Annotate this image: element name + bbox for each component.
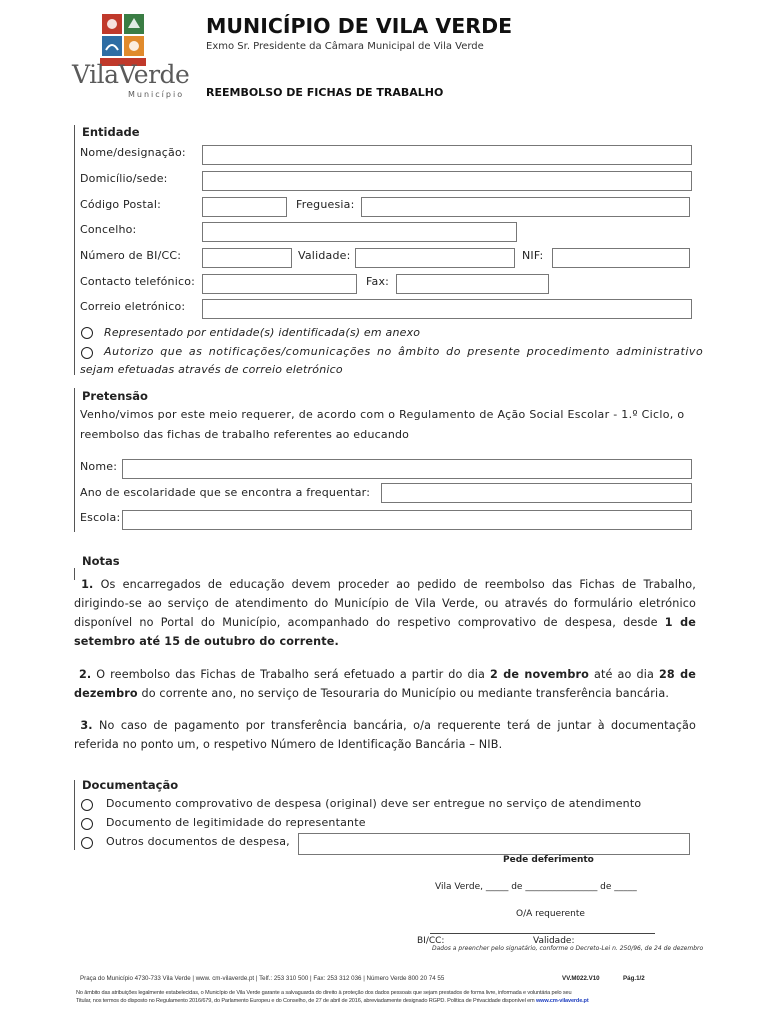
pretensao-text-line1: Venho/vimos por este meio requerer, de acordo com o Regulamento de Ação Social Escolar - 1.º Ciclo, o [80,408,685,421]
pretensao-rule [74,388,75,532]
escola-input[interactable] [122,510,692,530]
bi-input[interactable] [202,248,292,268]
nota-2 [74,665,696,703]
nota-1-text: Os encarregados de educação devem proceder ao pedido de reembolso das Fichas de Trabalho, dirigindo-se ao serviço de atendimento do Município de Vila Verde, ou através do formulário eletrónico disponível no Portal do Município, acompanhado do respetivo comprovativo de despesa, desde [74,578,696,629]
escola-label: Escola: [80,511,121,524]
nota-2-text-b: até ao dia [589,668,659,681]
footer-page-number: Pág.1/2 [623,975,645,982]
section-notas-heading: Notas [82,554,120,568]
addressee: Exmo Sr. Presidente da Câmara Municipal de Vila Verde [206,41,484,52]
footer-privacy-line2 [76,998,589,1004]
domicilio-input[interactable] [202,171,692,191]
nota-3-text: No caso de pagamento por transferência bancária, o/a requerente terá de juntar à documentação referida no ponto um, o respetivo Número de Identificação Bancária – NIB. [74,719,696,751]
ano-escolaridade-label: Ano de escolaridade que se encontra a frequentar: [80,486,371,499]
nota-1 [74,575,696,651]
section-pretensao-heading: Pretensão [82,389,148,403]
educando-nome-input[interactable] [122,459,692,479]
nota-2-text-c: do corrente ano, no serviço de Tesouraria do Município ou mediante transferência bancária. [137,687,670,700]
documentacao-rule [74,780,75,850]
nif-input[interactable] [552,248,690,268]
email-input[interactable] [202,299,692,319]
telefone-input[interactable] [202,274,357,294]
representado-radio[interactable] [81,327,93,339]
telefone-label: Contacto telefónico: [80,275,196,288]
page-title: MUNICÍPIO DE VILA VERDE [206,14,513,38]
section-documentacao-heading: Documentação [82,778,179,792]
pretensao-text-line2: reembolso das fichas de trabalho referentes ao educando [80,428,410,441]
pede-deferimento: Pede deferimento [503,855,594,865]
nota-3 [74,716,696,754]
signatory-note: Dados a preencher pelo signatário, conforme o Decreto-Lei n. 250/96, de 24 de dezembro [432,945,704,952]
nota-1-number: 1. [81,578,94,591]
form-title: REEMBOLSO DE FICHAS DE TRABALHO [206,86,444,99]
doc-outros-label: Outros documentos de despesa, [106,835,290,848]
privacy-link[interactable]: www.cm-vilaverde.pt [535,998,589,1004]
footer-form-code: VV.M022.V10 [562,975,600,982]
doc-comprovativo-radio[interactable] [81,799,93,811]
validade-label: Validade: [298,249,351,262]
nota-2-number: 2. [78,668,92,681]
nome-label: Nome/designação: [80,146,186,159]
logo [72,12,188,98]
signature-line[interactable] [430,933,655,934]
autorizo-label-line1: Autorizo que as notificações/comunicações no âmbito do presente procedimento administrativo [104,345,704,358]
codigo-postal-input[interactable] [202,197,287,217]
codigo-postal-label: Código Postal: [80,198,161,211]
nota-2-text-a: O reembolso das Fichas de Trabalho será efetuado a partir do dia [91,668,490,681]
validade-input[interactable] [355,248,515,268]
signatory-validade-label: Validade: [533,936,575,946]
bi-label: Número de BI/CC: [80,249,182,262]
doc-outros-input[interactable] [298,833,690,855]
domicilio-label: Domicílio/sede: [80,172,168,185]
signatory-bicc-label: BI/CC: [417,936,445,946]
doc-legitimidade-radio[interactable] [81,818,93,830]
doc-comprovativo-label: Documento comprovativo de despesa (original) deve ser entregue no serviço de atendimento [106,797,642,810]
representado-label: Representado por entidade(s) identificada(s) em anexo [104,326,421,339]
logo-wordmark: VilaVerde [72,60,190,89]
nota-2-date-end: 28 de dezembro [74,668,696,700]
concelho-input[interactable] [202,222,517,242]
doc-legitimidade-label: Documento de legitimidade do representante [106,816,366,829]
footer-address: Praça do Município 4730-733 Vila Verde | www. cm-vilaverde.pt | Telf.: 253 310 500 | Fax: 253 312 036 | Número Verde 800 20 74 55 [80,975,445,982]
nif-label: NIF: [522,249,544,262]
fax-label: Fax: [366,275,390,288]
doc-outros-radio[interactable] [81,837,93,849]
autorizo-label-line2: sejam efetuadas através de correio eletrónico [80,363,343,376]
nota-1-dates: 1 de setembro até 15 de outubro do corrente. [74,616,696,648]
nota-3-number: 3. [80,719,93,732]
educando-nome-label: Nome: [80,460,118,473]
footer-privacy-text: Titular, nos termos do disposto no Regulamento 2016/679, do Parlamento Europeu e do Conselho, de 27 de abril de 2016, abreviadamente designado RGPD. Política de Privacidade disponível em [76,998,536,1004]
email-label: Correio eletrónico: [80,300,186,313]
place-date-line: Vila Verde, _____ de ________________ de _____ [435,882,637,892]
ano-escolaridade-input[interactable] [381,483,692,503]
fax-input[interactable] [396,274,549,294]
nota-2-date-start: 2 de novembro [489,668,590,681]
freguesia-label: Freguesia: [296,198,355,211]
logo-subtitle: Município [128,90,185,99]
autorizo-radio[interactable] [81,347,93,359]
footer-privacy-line1: No âmbito das atribuições legalmente estabelecidas, o Município de Vila Verde garante a salvaguarda do direito à proteção dos dados pessoais que sejam prestados de forma livre, informada e voluntária pelo seu [76,990,572,996]
requerente-label: O/A requerente [516,909,585,919]
freguesia-input[interactable] [361,197,690,217]
section-entidade-heading: Entidade [82,125,140,139]
nome-input[interactable] [202,145,692,165]
left-rule [74,125,75,375]
concelho-label: Concelho: [80,223,137,236]
